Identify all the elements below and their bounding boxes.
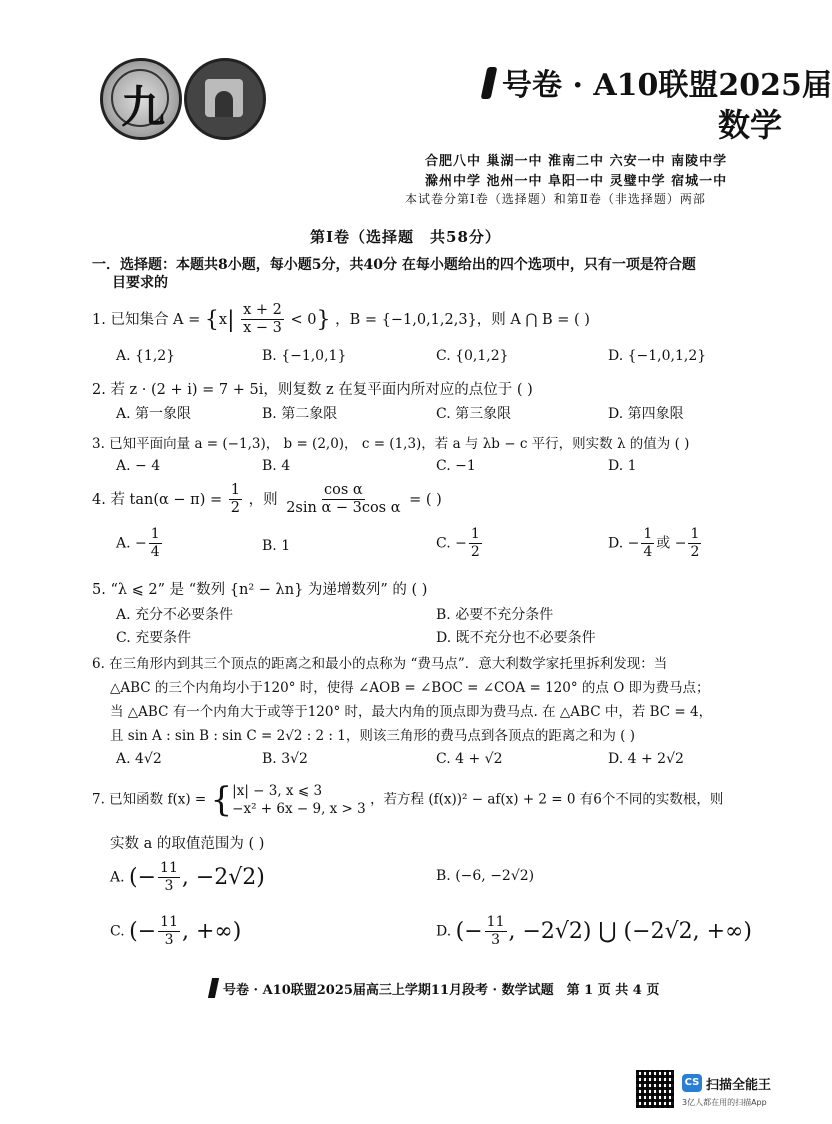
question-7-line-2: 实数 a 的取值范围为 ( ) [110, 836, 265, 852]
section-title: 第Ⅰ卷（选择题 共58分） [310, 228, 501, 246]
q7-opt-d-den: 3 [491, 931, 501, 948]
q7-opt-a-num: 11 [160, 860, 178, 876]
q4-mid: ，则 [248, 491, 278, 508]
q3-option-d: D. 1 [608, 458, 637, 474]
q4-f2-num: cos α [322, 482, 365, 500]
subject-title: 数学 [718, 106, 783, 144]
q6-option-d: D. 4 + 2√2 [608, 751, 684, 767]
q2-option-c: C. 第三象限 [436, 406, 512, 422]
q7-piecewise [232, 782, 366, 818]
gate-emblem-logo [184, 58, 266, 140]
q7-option-c [110, 914, 241, 949]
q4-f1-den: 2 [230, 500, 240, 517]
q1-frac-den: x − 3 [243, 320, 282, 337]
page-footer [210, 978, 659, 998]
q4-option-d [608, 526, 703, 561]
q7-case-2: −x² + 6x − 9, x > 3 [232, 801, 366, 817]
q3-option-c: C. −1 [436, 458, 476, 474]
q4-opt-c-den: 2 [470, 543, 480, 560]
question-4-stem [92, 482, 442, 518]
q7-opt-c-label: C. [110, 923, 125, 940]
brand-mark-icon [481, 67, 498, 99]
camscanner-name: 扫描全能王 [706, 1078, 772, 1093]
camscanner-tagline: 3亿人都在用的扫描App [682, 1098, 767, 1107]
q4-opt-c-label: C. − [436, 535, 467, 552]
q1-set-var: x [218, 311, 228, 328]
q1-option-b: B. {−1,0,1} [262, 348, 347, 364]
qr-code-icon [636, 1070, 674, 1108]
footer-text: 号卷 · A10联盟2025届高三上学期11月段考 · 数学试题 第 1 页 共 4 页 [223, 983, 660, 998]
question-6-line-3: 当 △ABC 有一个内角大于或等于120° 时，最大内角的顶点即为费马点. 在 △ABC 中，若 BC = 4， [110, 704, 713, 720]
q4-option-b: B. 1 [262, 538, 291, 554]
camscanner-badge: CS [682, 1074, 702, 1092]
q1-frac-num: x + 2 [241, 302, 284, 320]
question-6-line-4: 且 sin A : sin B : sin C = 2√2 : 2 : 1，则该三角形的费马点到各顶点的距离之和为 ( ) [110, 728, 635, 744]
q7-opt-a-post: , −2√2) [181, 864, 265, 890]
q4-prefix: 4. 若 tan(α − π) = [92, 491, 223, 508]
q5-option-d: D. 既不充分也不必要条件 [436, 630, 596, 646]
q5-option-c: C. 充要条件 [116, 630, 192, 646]
q4-opt-d-num2: 1 [690, 526, 700, 542]
q1-set-b: ，B = {−1,0,1,2,3}，则 A ⋂ B = ( ) [335, 311, 590, 328]
q2-option-a: A. 第一象限 [116, 406, 192, 422]
question-3-stem: 3. 已知平面向量 a = (−1,3)， b = (2,0)， c = (1,3)，若 a 与 λb − c 平行，则实数 λ 的值为 ( ) [92, 436, 690, 452]
instruction-line-2: 目要求的 [112, 275, 168, 291]
instruction-line-1: 一．选择题：本题共8小题，每小题5分，共40分 在每小题给出的四个选项中，只有一项是符合题 [92, 257, 696, 273]
q4-option-a [116, 526, 164, 561]
q7-opt-a-pre: (− [129, 864, 157, 890]
q6-option-c: C. 4 + √2 [436, 751, 503, 767]
q7-option-d [436, 914, 752, 949]
q4-opt-a-num: 1 [150, 526, 160, 542]
q4-suffix: = ( ) [409, 491, 442, 508]
q5-option-b: B. 必要不充分条件 [436, 607, 554, 623]
q7-opt-c-pre: (− [129, 918, 157, 944]
q7-suffix: ，若方程 (f(x))² − af(x) + 2 = 0 有6个不同的实数根，则 [370, 791, 724, 808]
q1-fraction [241, 302, 284, 338]
question-2-stem: 2. 若 z · (2 + i) = 7 + 5i，则复数 z 在复平面内所对应的点位于 ( ) [92, 382, 533, 398]
q4-f1-num: 1 [229, 482, 242, 500]
q4-opt-a-label: A. − [116, 535, 147, 552]
q3-option-b: B. 4 [262, 458, 291, 474]
q2-option-b: B. 第二象限 [262, 406, 338, 422]
q4-opt-d-or: 或 − [656, 535, 687, 552]
q7-case-1: |x| − 3, x ⩽ 3 [232, 782, 323, 799]
q6-option-b: B. 3√2 [262, 751, 308, 767]
q7-prefix: 7. 已知函数 f(x) = [92, 791, 207, 808]
q4-opt-c-num: 1 [470, 526, 480, 542]
q7-opt-d-label: D. [436, 923, 452, 940]
q7-opt-d-pre: (− [455, 918, 483, 944]
q7-opt-a-label: A. [110, 869, 125, 886]
q3-option-a: A. − 4 [116, 458, 161, 474]
q4-opt-d-den1: 4 [643, 543, 653, 560]
q7-option-a [110, 860, 265, 895]
q4-opt-d-num1: 1 [643, 526, 653, 542]
exam-note: 本试卷分第Ⅰ卷（选择题）和第Ⅱ卷（非选择题）两部 [405, 192, 706, 206]
q4-fraction-2 [284, 482, 402, 518]
question-5-stem: 5. “λ ⩽ 2” 是 “数列 {n² − λn} 为递增数列” 的 ( ) [92, 582, 428, 598]
q5-option-a: A. 充分不必要条件 [116, 607, 234, 623]
brand-text: 号卷 · A10联盟2025届 [502, 68, 832, 103]
q7-opt-c-num: 11 [160, 914, 178, 930]
q4-opt-d-den2: 2 [690, 543, 700, 560]
school-seal-logo: 九 [100, 58, 182, 140]
q1-option-d: D. {−1,0,1,2} [608, 348, 707, 364]
q1-option-c: C. {0,1,2} [436, 348, 509, 364]
question-7-stem: 7. 已知函数 f(x) = { |x| − 3, x ⩽ 3 −x² + 6x − 9, x > 3 ，若方程 (f(x))² − af(x) + 2 = 0 有6个不同的实数根，则 [92, 780, 724, 820]
footer-mark-icon [208, 978, 219, 998]
question-1-stem: 1. 已知集合 A = {x| $\frac{x + 2}{x - 3}$ < 0} ，B = {−1,0,1,2,3}，则 A ⋂ B = ( ) [92, 302, 590, 337]
q4-f2-den: 2sin α − 3cos α [286, 500, 401, 517]
schools-row-2: 滁州中学 池州一中 阜阳一中 灵璧中学 宿城一中 [425, 174, 728, 189]
schools-row-1: 合肥八中 巢湖一中 淮南二中 六安一中 南陵中学 [425, 154, 728, 169]
q7-opt-d-num: 11 [486, 914, 505, 930]
q6-option-a: A. 4√2 [116, 751, 162, 767]
q4-opt-a-den: 4 [150, 543, 160, 560]
q7-opt-d-post: , −2√2) ⋃ (−2√2, +∞) [508, 918, 752, 944]
q4-opt-d-label: D. − [608, 535, 640, 552]
q7-opt-c-den: 3 [164, 931, 174, 948]
q2-option-d: D. 第四象限 [608, 406, 684, 422]
question-6-line-2: △ABC 的三个内角均小于120° 时，使得 ∠AOB = ∠BOC = ∠COA = 120° 的点 O 即为费马点； [110, 680, 710, 696]
q4-fraction-1 [229, 482, 242, 518]
exam-brand-title [484, 60, 832, 104]
q1-prefix: 1. 已知集合 A = [92, 311, 201, 328]
q1-ineq: < 0 [290, 311, 317, 328]
q4-option-c [436, 526, 484, 561]
q7-opt-a-den: 3 [164, 877, 174, 894]
q7-option-b: B. (−6, −2√2) [436, 868, 535, 884]
q7-opt-c-post: , +∞) [181, 918, 242, 944]
q1-option-a: A. {1,2} [116, 348, 176, 364]
question-6-line-1: 6. 在三角形内到其三个顶点的距离之和最小的点称为 “费马点”．意大利数学家托里拆利发现：当 [92, 656, 668, 672]
